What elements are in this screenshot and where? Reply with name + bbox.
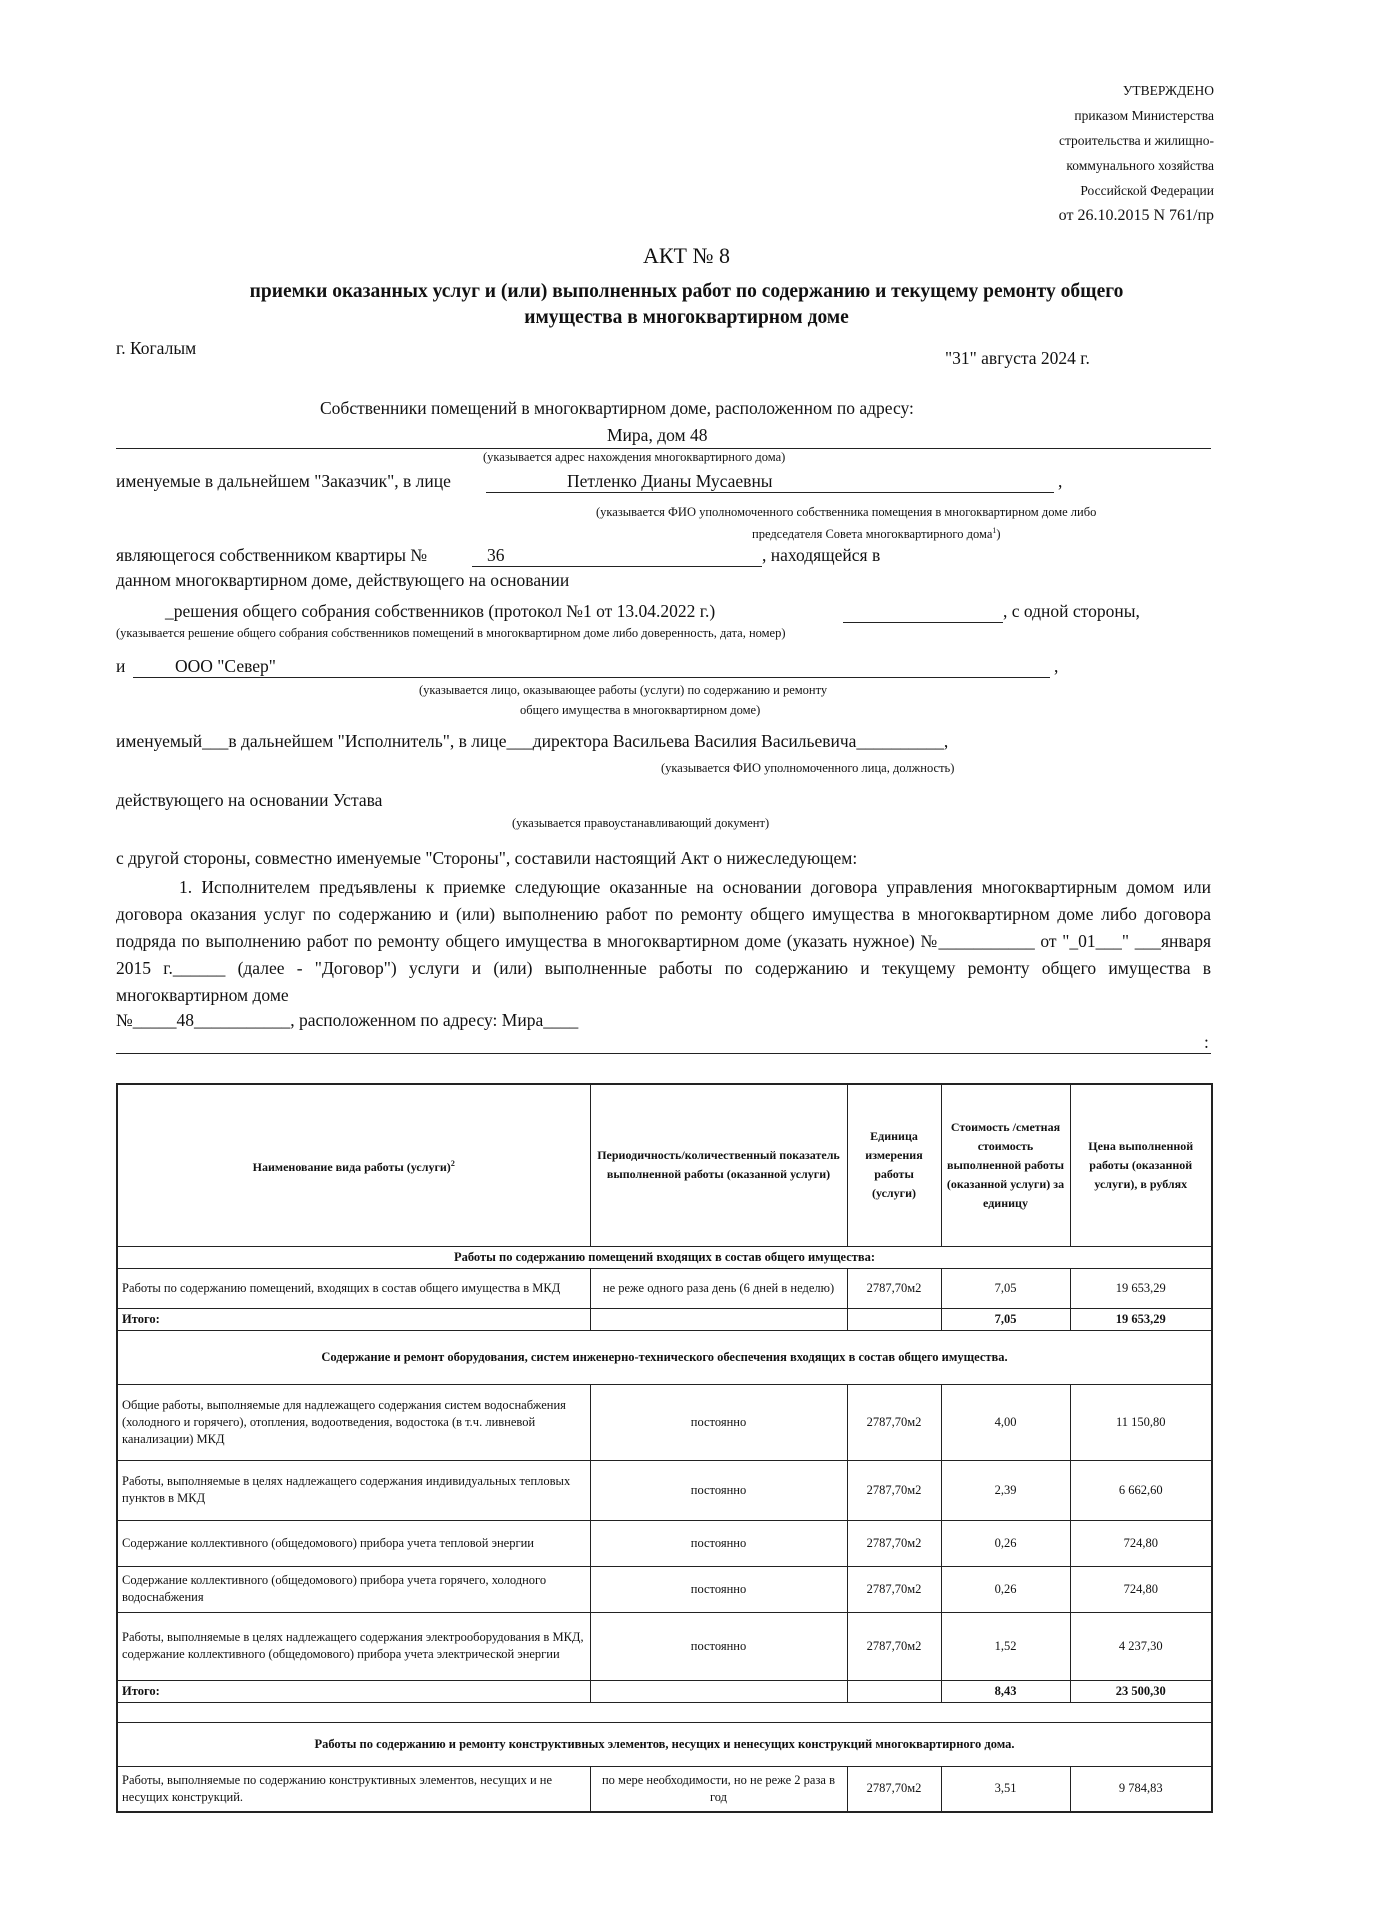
approval-block <box>1059 78 1214 228</box>
section-row <box>117 1722 1212 1766</box>
section-title: Работы по содержанию помещений входящих в состав общего имущества: <box>117 1246 1212 1268</box>
header-unit: Единица измерения работы (услуги) <box>847 1084 941 1246</box>
act-subtitle <box>0 279 1373 331</box>
header-cost: Стоимость /сметная стоимость выполненной работы (оказанной услуги) за единицу <box>941 1084 1070 1246</box>
act-subtitle-line: имущества в многоквартирном доме <box>524 307 849 328</box>
total-row <box>117 1308 1212 1330</box>
approval-line: приказом Министерства <box>1074 108 1214 123</box>
work-period: по мере необходимости, но не реже 2 раза в год <box>590 1766 847 1812</box>
contractor-basis: действующего на основании Устава <box>116 790 383 810</box>
contractor-note: общего имущества в многоквартирном доме) <box>520 703 761 717</box>
work-price: 724,80 <box>1070 1566 1212 1612</box>
total-row <box>117 1680 1212 1702</box>
work-price: 11 150,80 <box>1070 1384 1212 1460</box>
work-cost: 0,26 <box>941 1566 1070 1612</box>
basis-line <box>843 622 1003 623</box>
owner-line2: данном многоквартирном доме, действующего на основании <box>116 570 570 590</box>
contractor-basis-note: (указывается правоустанавливающий документ) <box>512 816 770 830</box>
work-unit: 2787,70м2 <box>847 1384 941 1460</box>
table-row <box>117 1268 1212 1308</box>
empty-cell <box>590 1308 847 1330</box>
customer-note: председателя Совета многоквартирного дома$^1$) <box>752 526 1001 542</box>
work-unit: 2787,70м2 <box>847 1612 941 1680</box>
contractor-name: ООО "Север" <box>175 656 276 676</box>
act-subtitle-line: приемки оказанных услуг и (или) выполненных работ по содержанию и текущему ремонту общего <box>249 281 1124 302</box>
customer-name: Петленко Дианы Мусаевны <box>567 471 773 491</box>
customer-line <box>486 492 1054 493</box>
work-name: Работы по содержанию помещений, входящих в состав общего имущества в МКД <box>117 1268 590 1308</box>
comma: , <box>1054 656 1059 676</box>
basis-note: (указывается решение общего собрания собственников помещений в многоквартирном доме либо доверенность, дата, номер) <box>116 626 786 640</box>
statement-sides: с другой стороны, совместно именуемые "Стороны", составили настоящий Акт о нижеследующем: <box>116 848 858 868</box>
work-unit: 2787,70м2 <box>847 1766 941 1812</box>
work-period: не реже одного раза день (6 дней в неделю) <box>590 1268 847 1308</box>
work-period: постоянно <box>590 1566 847 1612</box>
work-period: постоянно <box>590 1384 847 1460</box>
rep-name: директора Васильева Василия Васильевича <box>532 731 857 751</box>
contractor-and: и <box>116 656 126 676</box>
apartment-line <box>472 566 762 567</box>
work-name: Работы, выполняемые в целях надлежащего содержания электрооборудования в МКД, содержание коллективного (общедомового) прибора учета электрической энергии <box>117 1612 590 1680</box>
rep-mid: в дальнейшем "Исполнитель", в лице <box>228 731 507 751</box>
rep-prefix: именуемый <box>116 731 203 751</box>
customer-prefix: именуемые в дальнейшем "Заказчик", в лице <box>116 471 451 491</box>
customer-note: (указывается ФИО уполномоченного собственника помещения в многоквартирном доме либо <box>596 505 1097 519</box>
work-name: Общие работы, выполняемые для надлежащего содержания систем водоснабжения (холодного и горячего), отопления, водоотведения, водостока (в т.ч. ливневой канализации) МКД <box>117 1384 590 1460</box>
header-name: Наименование вида работы (услуги)$^2$ <box>117 1084 590 1246</box>
total-label: Итого: <box>117 1308 590 1330</box>
table-header-row <box>117 1084 1212 1246</box>
work-cost: 3,51 <box>941 1766 1070 1812</box>
total-price: 19 653,29 <box>1070 1308 1212 1330</box>
work-unit: 2787,70м2 <box>847 1566 941 1612</box>
act-title: АКТ № 8 <box>643 243 730 268</box>
section-title: Работы по содержанию и ремонту конструктивных элементов, несущих и ненесущих конструкций многоквартирного дома. <box>117 1722 1212 1766</box>
contractor-note: (указывается лицо, оказывающее работы (услуги) по содержанию и ремонту <box>419 683 828 697</box>
work-period: постоянно <box>590 1520 847 1566</box>
works-table <box>116 1083 1213 1813</box>
owner-suffix: , находящейся в <box>762 545 881 565</box>
statement-address: №_____48___________, расположенном по адресу: Мира____ <box>116 1010 579 1030</box>
work-price: 4 237,30 <box>1070 1612 1212 1680</box>
empty-cell <box>847 1308 941 1330</box>
work-cost: 4,00 <box>941 1384 1070 1460</box>
work-price: 19 653,29 <box>1070 1268 1212 1308</box>
act-city: г. Когалым <box>116 338 197 358</box>
work-price: 6 662,60 <box>1070 1460 1212 1520</box>
empty-cell <box>117 1702 1212 1722</box>
approval-line: Российской Федерации <box>1080 183 1214 198</box>
owners-address: Мира, дом 48 <box>607 425 708 445</box>
work-cost: 1,52 <box>941 1612 1070 1680</box>
owners-intro: Собственники помещений в многоквартирном доме, расположенном по адресу: <box>320 398 914 418</box>
work-unit: 2787,70м2 <box>847 1268 941 1308</box>
table-row <box>117 1766 1212 1812</box>
header-name-text: Наименование вида работы (услуги) <box>252 1159 451 1174</box>
work-cost: 7,05 <box>941 1268 1070 1308</box>
work-name: Работы, выполняемые в целях надлежащего содержания индивидуальных тепловых пунктов в МКД <box>117 1460 590 1520</box>
rep-line: именуемый___в дальнейшем "Исполнитель", в лице___директора Васильева Василия Васильевича__________, <box>116 731 949 751</box>
approval-line: коммунального хозяйства <box>1066 158 1214 173</box>
statement-paragraph: 1. Исполнителем предъявлены к приемке следующие оказанные на основании договора управления многоквартирным домом или договора оказания услуг по содержанию и (или) выполнению работ по ремонту общего имущества в многоквартирном доме либо договора подряда по выполнению работ по ремонту общего имущества в многоквартирном доме (указать нужное) №___________ от "_01___" ___января 2015 г.______ (далее - "Договор") услуги и (или) выполненные работы по содержанию и текущему ремонту общего имущества в многоквартирном доме <box>116 877 1211 1005</box>
act-date: "31" августа 2024 г. <box>945 348 1090 368</box>
approval-order: от 26.10.2015 N 761/пр <box>1058 207 1214 224</box>
total-label: Итого: <box>117 1680 590 1702</box>
statement-line <box>116 1053 1211 1054</box>
table-row <box>117 1566 1212 1612</box>
approval-line: строительства и жилищно- <box>1059 133 1214 148</box>
work-cost: 2,39 <box>941 1460 1070 1520</box>
section-row <box>117 1330 1212 1384</box>
owner-prefix: являющегося собственником квартиры № <box>116 545 428 565</box>
header-price: Цена выполненной работы (оказанной услуги), в рублях <box>1070 1084 1212 1246</box>
work-name: Содержание коллективного (общедомового) прибора учета горячего, холодного водоснабжения <box>117 1566 590 1612</box>
address-line <box>116 448 1211 449</box>
owners-basis-text: решения общего собрания собственников (протокол №1 от 13.04.2022 г.) <box>173 601 716 621</box>
owners-basis: _решения общего собрания собственников (протокол №1 от 13.04.2022 г.) <box>165 601 716 621</box>
empty-cell <box>847 1680 941 1702</box>
spacer-row <box>117 1702 1212 1722</box>
address-note: (указывается адрес нахождения многоквартирного дома) <box>483 450 786 464</box>
table-row <box>117 1384 1212 1460</box>
section-row <box>117 1246 1212 1268</box>
one-side: , с одной стороны, <box>1003 601 1140 621</box>
work-cost: 0,26 <box>941 1520 1070 1566</box>
total-price: 23 500,30 <box>1070 1680 1212 1702</box>
work-period: постоянно <box>590 1612 847 1680</box>
customer-note-text: председателя Совета многоквартирного дома <box>752 527 993 542</box>
rep-note: (указывается ФИО уполномоченного лица, должность) <box>661 761 955 775</box>
work-period: постоянно <box>590 1460 847 1520</box>
table-row <box>117 1460 1212 1520</box>
total-cost: 7,05 <box>941 1308 1070 1330</box>
work-price: 724,80 <box>1070 1520 1212 1566</box>
statement-colon: : <box>1204 1032 1209 1052</box>
table-row <box>117 1520 1212 1566</box>
work-price: 9 784,83 <box>1070 1766 1212 1812</box>
empty-cell <box>590 1680 847 1702</box>
work-name: Работы, выполняемые по содержанию конструктивных элементов, несущих и не несущих конструкций. <box>117 1766 590 1812</box>
comma: , <box>1058 471 1063 491</box>
work-unit: 2787,70м2 <box>847 1460 941 1520</box>
apartment-number: 36 <box>487 545 505 565</box>
work-name: Содержание коллективного (общедомового) прибора учета тепловой энергии <box>117 1520 590 1566</box>
approval-title: УТВЕРЖДЕНО <box>1122 83 1214 98</box>
header-period: Периодичность/количественный показатель выполненной работы (оказанной услуги) <box>590 1084 847 1246</box>
contractor-line <box>133 677 1050 678</box>
table-row <box>117 1612 1212 1680</box>
total-cost: 8,43 <box>941 1680 1070 1702</box>
section-title: Содержание и ремонт оборудования, систем инженерно-технического обеспечения входящих в состав общего имущества. <box>117 1330 1212 1384</box>
work-unit: 2787,70м2 <box>847 1520 941 1566</box>
